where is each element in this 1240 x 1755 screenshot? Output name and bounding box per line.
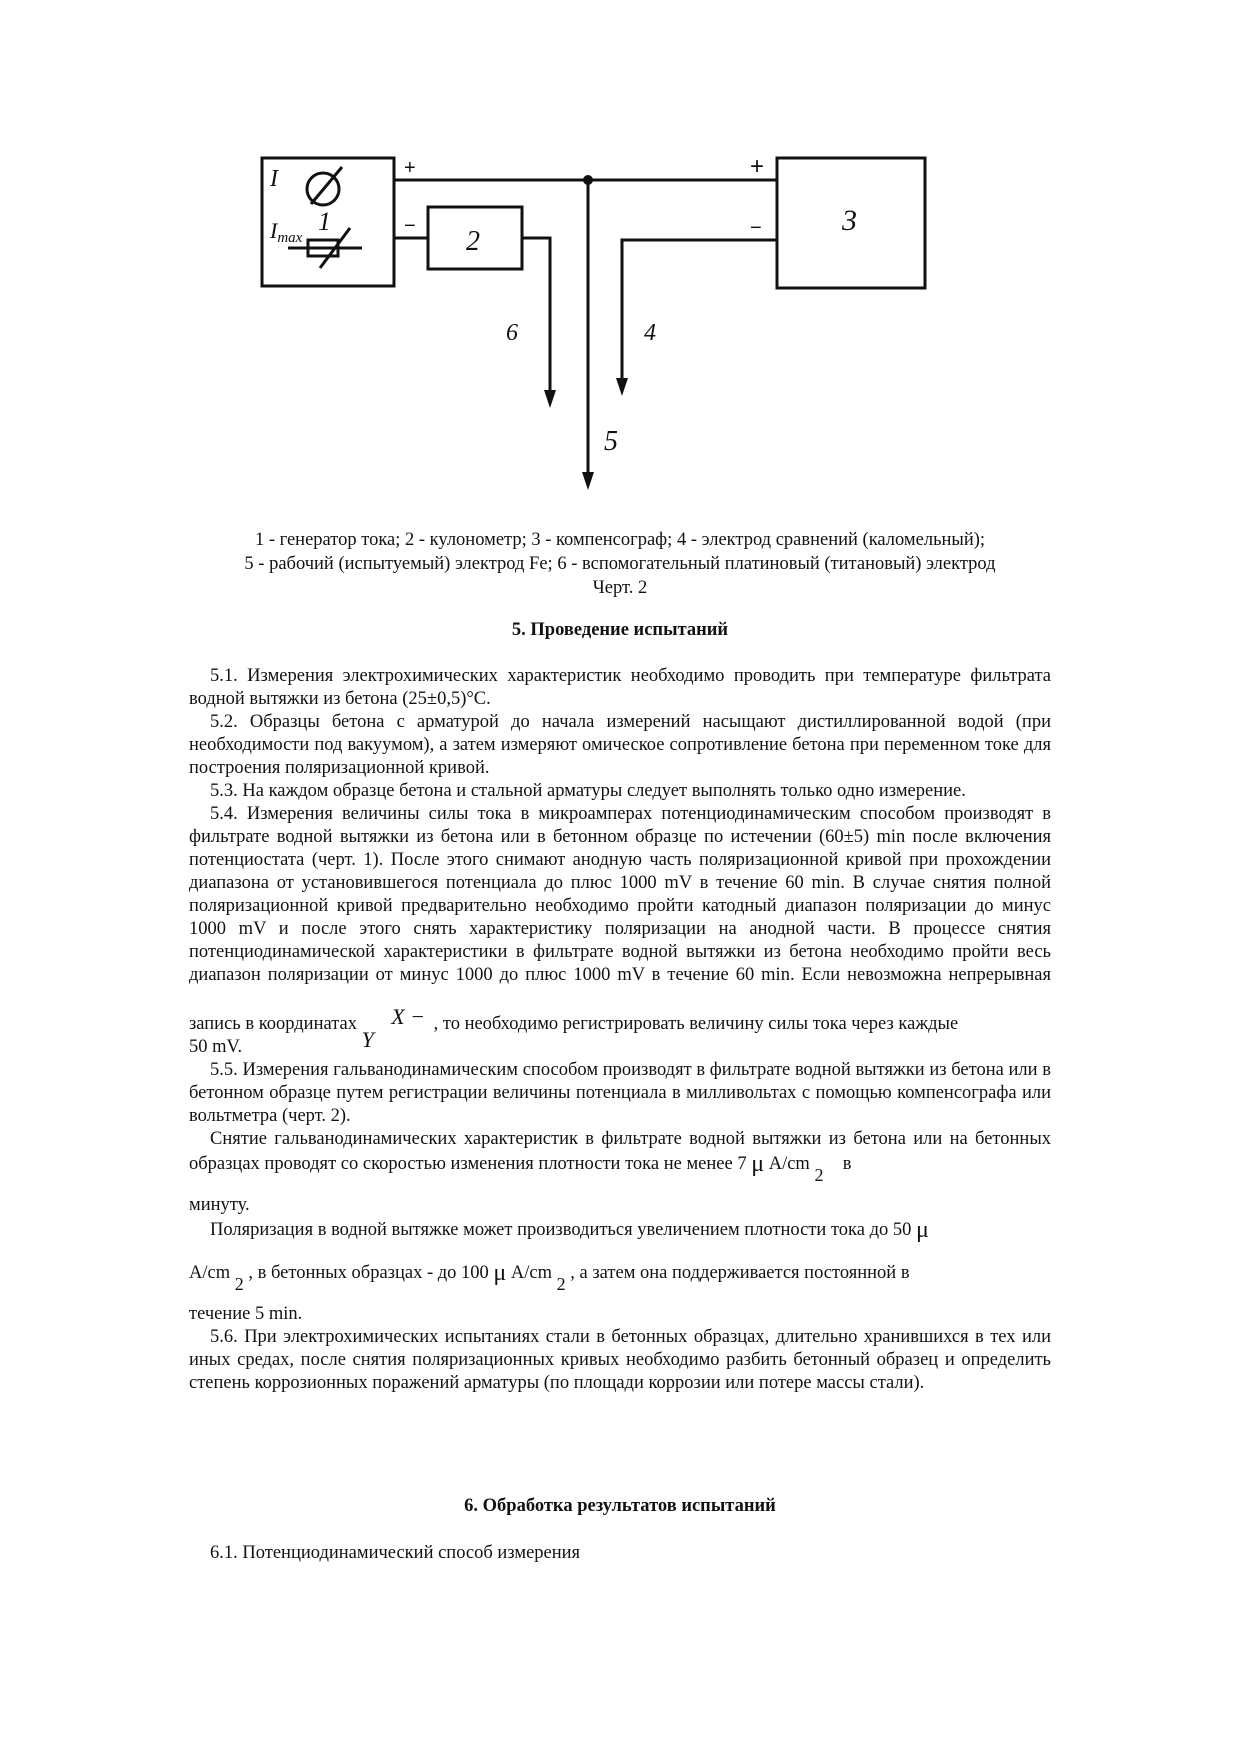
circuit-diagram-svg [250,150,1010,500]
paragraph-5-5-b-end: минуту. [189,1195,250,1215]
box1-Imax-label: Imax [270,218,303,246]
paragraph-5-4-text-b: , то необходимо регистрировать величину силы тока через каждые [433,1014,959,1034]
minus-left: − [404,215,416,237]
unit-a-cm-3: A/cm [510,1263,553,1283]
box2-num-label: 2 [466,226,480,257]
exponent-2-1: 2 [814,1165,824,1185]
arrow-6 [544,390,556,408]
section-5-body [189,665,1051,1395]
paragraph-5-5-c-text-c: , а затем она поддерживается постоянной в [570,1263,910,1283]
unit-a-cm-2: A/cm [189,1263,231,1283]
paragraph-5-5-c-end: течение 5 min. [189,1304,303,1324]
math-x-minus-y: X − Y [361,1004,425,1052]
label-5: 5 [604,426,618,457]
arrow-5 [582,472,594,490]
unit-a-cm-1: A/cm [768,1154,810,1174]
section-5-title: 5. Проведение испытаний [511,620,729,640]
paragraph-5-5-c [189,1217,1051,1242]
section-6-title: 6. Обработка результатов испытаний [464,1496,776,1516]
paragraph-5-4-end: 50 mV. [189,1037,243,1057]
paragraph-5-4-text-a: 5.4. Измерения величины силы тока в микроамперах потенциодинамическим способом производят в фильтрате водной вытяжки из бетона или в бетонном образце по истечении (60±5) min после включения потенциостата (черт. 1). После этого снимают анодную часть поляризационной кривой при прохождении диапазона от установившегося потенциала до плюс 1000 mV в течение 60 min. В случае снятия полной поляризационной кривой предварительно необходимо пройти катодный диапазон поляризации до минус 1000 mV и после этого снять характеристику поляризации на анодной части. В процессе снятия потенциодинамической характеристики в фильтрате водной вытяжки из бетона необходимо пройти весь диапазон поляризации от минус 1000 до плюс 1000 mV в течение 60 min. Если невозможна непрерывная запись в координатах [189,804,1051,1034]
section-6-body [189,1542,1051,1565]
mu-symbol-1: μ [751,1151,765,1177]
figure-caption-line-1: 1 - генератор тока; 2 - кулонометр; 3 - компенсограф; 4 - электрод сравнений (каломельный); [254,530,986,550]
plus-left: + [404,157,416,179]
arrow-4 [616,378,628,396]
paragraph-5-5-b [189,1128,1051,1185]
box1-I-label: I [270,166,278,192]
exponent-2-3: 2 [556,1274,566,1294]
paragraph-5-5-c-text-a: Поляризация в водной вытяжке может производиться увеличением плотности тока до 50 [210,1220,912,1240]
figure-caption-line-2: 5 - рабочий (испытуемый) электрод Fe; 6 - вспомогательный платиновый (титановый) электрод [244,554,996,574]
paragraph-5-2: 5.2. Образцы бетона с арматурой до начала измерений насыщают дистиллированной водой (при необходимости под вакуумом), а затем измеряют омическое сопротивление бетона при переменном токе для построения поляризационной кривой. [189,712,1051,778]
paragraph-5-5-c-text-b: , в бетонных образцах - до 100 [248,1263,489,1283]
junction-node [583,175,593,185]
paragraph-5-5-b-text: Снятие гальванодинамических характеристик в фильтрате водной вытяжки из бетона или на бетонных образцах проводят со скоростью изменения плотности тока не менее 7 [189,1129,1051,1174]
paragraph-5-5-c-line-2 [189,1260,1051,1294]
exponent-2-2: 2 [234,1274,244,1294]
paragraph-5-3: 5.3. На каждом образце бетона и стальной арматуры следует выполнять только одно измерение. [210,781,966,801]
label-4: 4 [644,320,656,346]
plus-right: + [750,153,765,180]
box1-num-label: 1 [318,207,331,236]
word-v: в [842,1154,852,1174]
box3-num-label: 3 [842,204,857,237]
label-6: 6 [506,320,518,346]
mu-symbol-2: μ [916,1217,929,1243]
paragraph-5-5: 5.5. Измерения гальванодинамическим способом производят в фильтрате водной вытяжки из бетона или в бетонном образце путем регистрации величины потенциала в милливольтах с помощью компенсографа или вольтметра (черт. 2). [189,1060,1051,1126]
minus-right: − [750,217,762,239]
mu-symbol-3: μ [493,1260,507,1286]
paragraph-5-6: 5.6. При электрохимических испытаниях стали в бетонных образцах, длительно хранившихся в тех или иных средах, после снятия поляризационных кривых необходимо разбить бетонный образец и определить степень коррозионных поражений арматуры (по площади коррозии или потере массы стали). [189,1327,1051,1393]
figure-caption-line-3: Черт. 2 [592,578,648,598]
paragraph-6-1: 6.1. Потенциодинамический способ измерения [210,1543,581,1563]
circuit-diagram [250,150,1010,500]
paragraph-5-1: 5.1. Измерения электрохимических характеристик необходимо проводить при температуре фильтрата водной вытяжки из бетона (25±0,5)°С. [189,666,1051,709]
